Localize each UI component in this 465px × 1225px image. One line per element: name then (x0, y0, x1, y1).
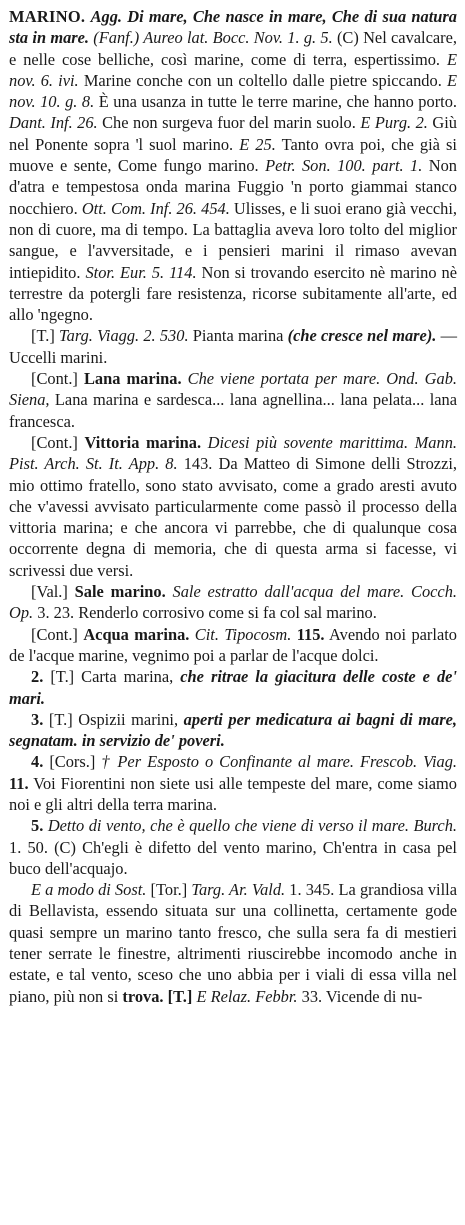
quotation: È una usanza in tutte le terre marine, che hanno porto. (98, 92, 457, 112)
entry-paragraph-lana (9, 368, 457, 432)
citation: Targ. Viagg. 2. 530. (59, 326, 189, 346)
quotation: 143. Da Matteo di Simone delli Strozzi, mio ottimo fratello, sono stato avvisato, come a grado aresti avuto che v'avessi avvisato particularmente come passò il processo della vittoria marina; e che ancora vi parrebbe, che di qualunque cosa occorrente degna di memoria, che di questa arma si facesse, vi scrivessi due versi. (9, 454, 457, 580)
gloss: Dicesi più sovente marittima. Mann. Pist. Arch. St. It. App. 8. (9, 432, 457, 474)
gloss: Detto di vento, che è quello che viene di verso il mare. Burch. (47, 816, 457, 836)
gloss: che ritrae la giacitura delle coste e de' mari. (9, 667, 457, 708)
subheading: Vittoria marina. (84, 432, 202, 452)
entry-paragraph-esposto (9, 751, 457, 815)
source-tag: [T.] (167, 986, 193, 1006)
citation-number: 115. (296, 624, 325, 644)
source-tag: [T.] (50, 667, 75, 687)
citation: Stor. Eur. 5. 114. (85, 262, 197, 282)
entry-paragraph-ospizii (9, 709, 457, 752)
quotation: 3. 23. Renderlo corrosivo come si fa col sal marino. (37, 603, 377, 623)
citation: E nov. 10. g. 8. (9, 70, 457, 112)
quotation: Non si trovando esercito nè marino nè terrestre da potergli fare resistenza, ricorse subitamente all'arte, ed allo 'ngegno. (9, 262, 457, 325)
citation-number: 11. (9, 773, 29, 793)
gloss: Che viene portata per mare. Ond. Gab. Siena, (9, 369, 457, 410)
sense-number: 5. (31, 816, 44, 836)
citation: E nov. 6. ivi. (9, 49, 457, 90)
source-tag: [Cont.] (31, 624, 78, 644)
phrase: Pianta marina (192, 326, 284, 346)
quotation: Avendo noi parlato de l'acque marine, vegnimo poi a parlar de l'acque dolci. (9, 624, 457, 665)
entry-paragraph-vento (9, 815, 457, 879)
citation: E 25. (239, 134, 276, 154)
gloss: † Per Esposto o Confinante al mare. Frescob. Viag. (101, 752, 457, 772)
gloss: Sale estratto dall'acqua del mare. Cocch. Op. (9, 582, 457, 623)
sense-number: 2. (31, 667, 44, 687)
quotation: Lana marina e sardesca... lana agnellina... lana pelata... lana francesca. (9, 390, 457, 431)
headword: MARINO. (9, 7, 86, 26)
entry-paragraph-carta (9, 666, 457, 709)
citation: Petr. Son. 100. part. 1. (265, 156, 423, 176)
citation: E Purg. 2. (360, 113, 428, 133)
entry-paragraph-acqua (9, 624, 457, 667)
citation: Cit. Tipocosm. (194, 624, 292, 644)
sense-number: 3. (31, 709, 44, 729)
entry-paragraph-definition (9, 6, 457, 325)
citation: Ott. Com. Inf. 26. 454. (81, 198, 230, 218)
subheading: Sale marino. (74, 582, 166, 602)
quotation: Che non surgeva fuor del marin suolo. (102, 113, 356, 133)
source-tag: [T.] (31, 326, 55, 346)
subheading: Lana marina. (83, 369, 182, 389)
quotation: Non d'atra e tempestosa onda marina Fuggio 'n porto giammai stanco nocchiero. (9, 156, 457, 218)
quotation: 1. 50. (C) Ch'egli è difetto del vento marino, Ch'entra in casa pel buco dell'acquajo. (9, 837, 457, 878)
source-tag: [Val.] (31, 582, 68, 602)
entry-paragraph-vittoria (9, 432, 457, 581)
citation: Targ. Ar. Vald. (191, 880, 286, 900)
phrase: — Uccelli marini. (9, 326, 457, 367)
quotation: 33. Vicende di nu- (301, 986, 423, 1006)
source-tag: [T.] (48, 709, 73, 729)
definition-text: Agg. Di mare, Che nasce in mare, Che di sua natura sta in mare. (9, 7, 457, 48)
quotation: Marine conche con un coltello dalle pietre spiccando. (83, 70, 442, 90)
source-tag: [Cont.] (31, 369, 78, 389)
citation: Dant. Inf. 26. (9, 113, 98, 133)
quotation: Voi Fiorentini non siete usi alle tempeste del mare, come siamo noi e gli altri della terra marina. (9, 773, 457, 814)
source-tag: [Cont.] (31, 432, 78, 452)
quotation: Giù nel Ponente sopra 'l suol marino. (9, 113, 457, 154)
gloss: E a modo di Sost. (31, 880, 147, 900)
dictionary-entry (9, 6, 457, 1007)
entry-paragraph-sost (9, 879, 457, 1007)
gloss: aperti per medicatura ai bagni di mare, segnatam. in servizio de' poveri. (9, 709, 458, 751)
sense-number: 4. (31, 752, 44, 772)
citation: E Relaz. Febbr. (196, 986, 298, 1006)
entry-paragraph-sale (9, 581, 457, 624)
subheading: Acqua marina. (83, 624, 190, 644)
entry-paragraph-pianta (9, 325, 457, 368)
source-tag: [Cors.] (49, 752, 96, 772)
citation: (Fanf.) Aureo lat. Bocc. Nov. 1. g. 5. (93, 28, 333, 48)
quotation: Ulisses, e li suoi erano già vecchi, non di cuore, ma di tempo. La battaglia aveva loro tolto del miglior sangue, e l'avversitade, e i pensieri marini il rimaso avevan intiepidito. (9, 198, 457, 282)
quotation: Tanto ovra poi, che già si muove e sente, Come fungo marino. (9, 134, 457, 176)
quotation-end: trova. (122, 986, 164, 1006)
gloss: (che cresce nel mare). (287, 326, 437, 346)
quotation: (C) Nel cavalcare, e nelle cose belliche, così marine, come di terra, espertissimo. (9, 28, 457, 69)
source-tag: [Tor.] (150, 880, 188, 900)
phrase: Ospizii marini, (78, 709, 179, 729)
phrase: Carta marina, (81, 667, 174, 687)
quotation: 1. 345. La grandiosa villa di Bellavista, essendo situata sur una collinetta, certamente gode quasi sempre un marino tanto fresco, che sulla sera fa di mestieri tener serrate le finestre, altrimenti riuscirebbe incomodo anche in estate, e tal vento, sceso che uno abbia per i viali di essa villa nel piano, più non si (9, 880, 457, 1006)
